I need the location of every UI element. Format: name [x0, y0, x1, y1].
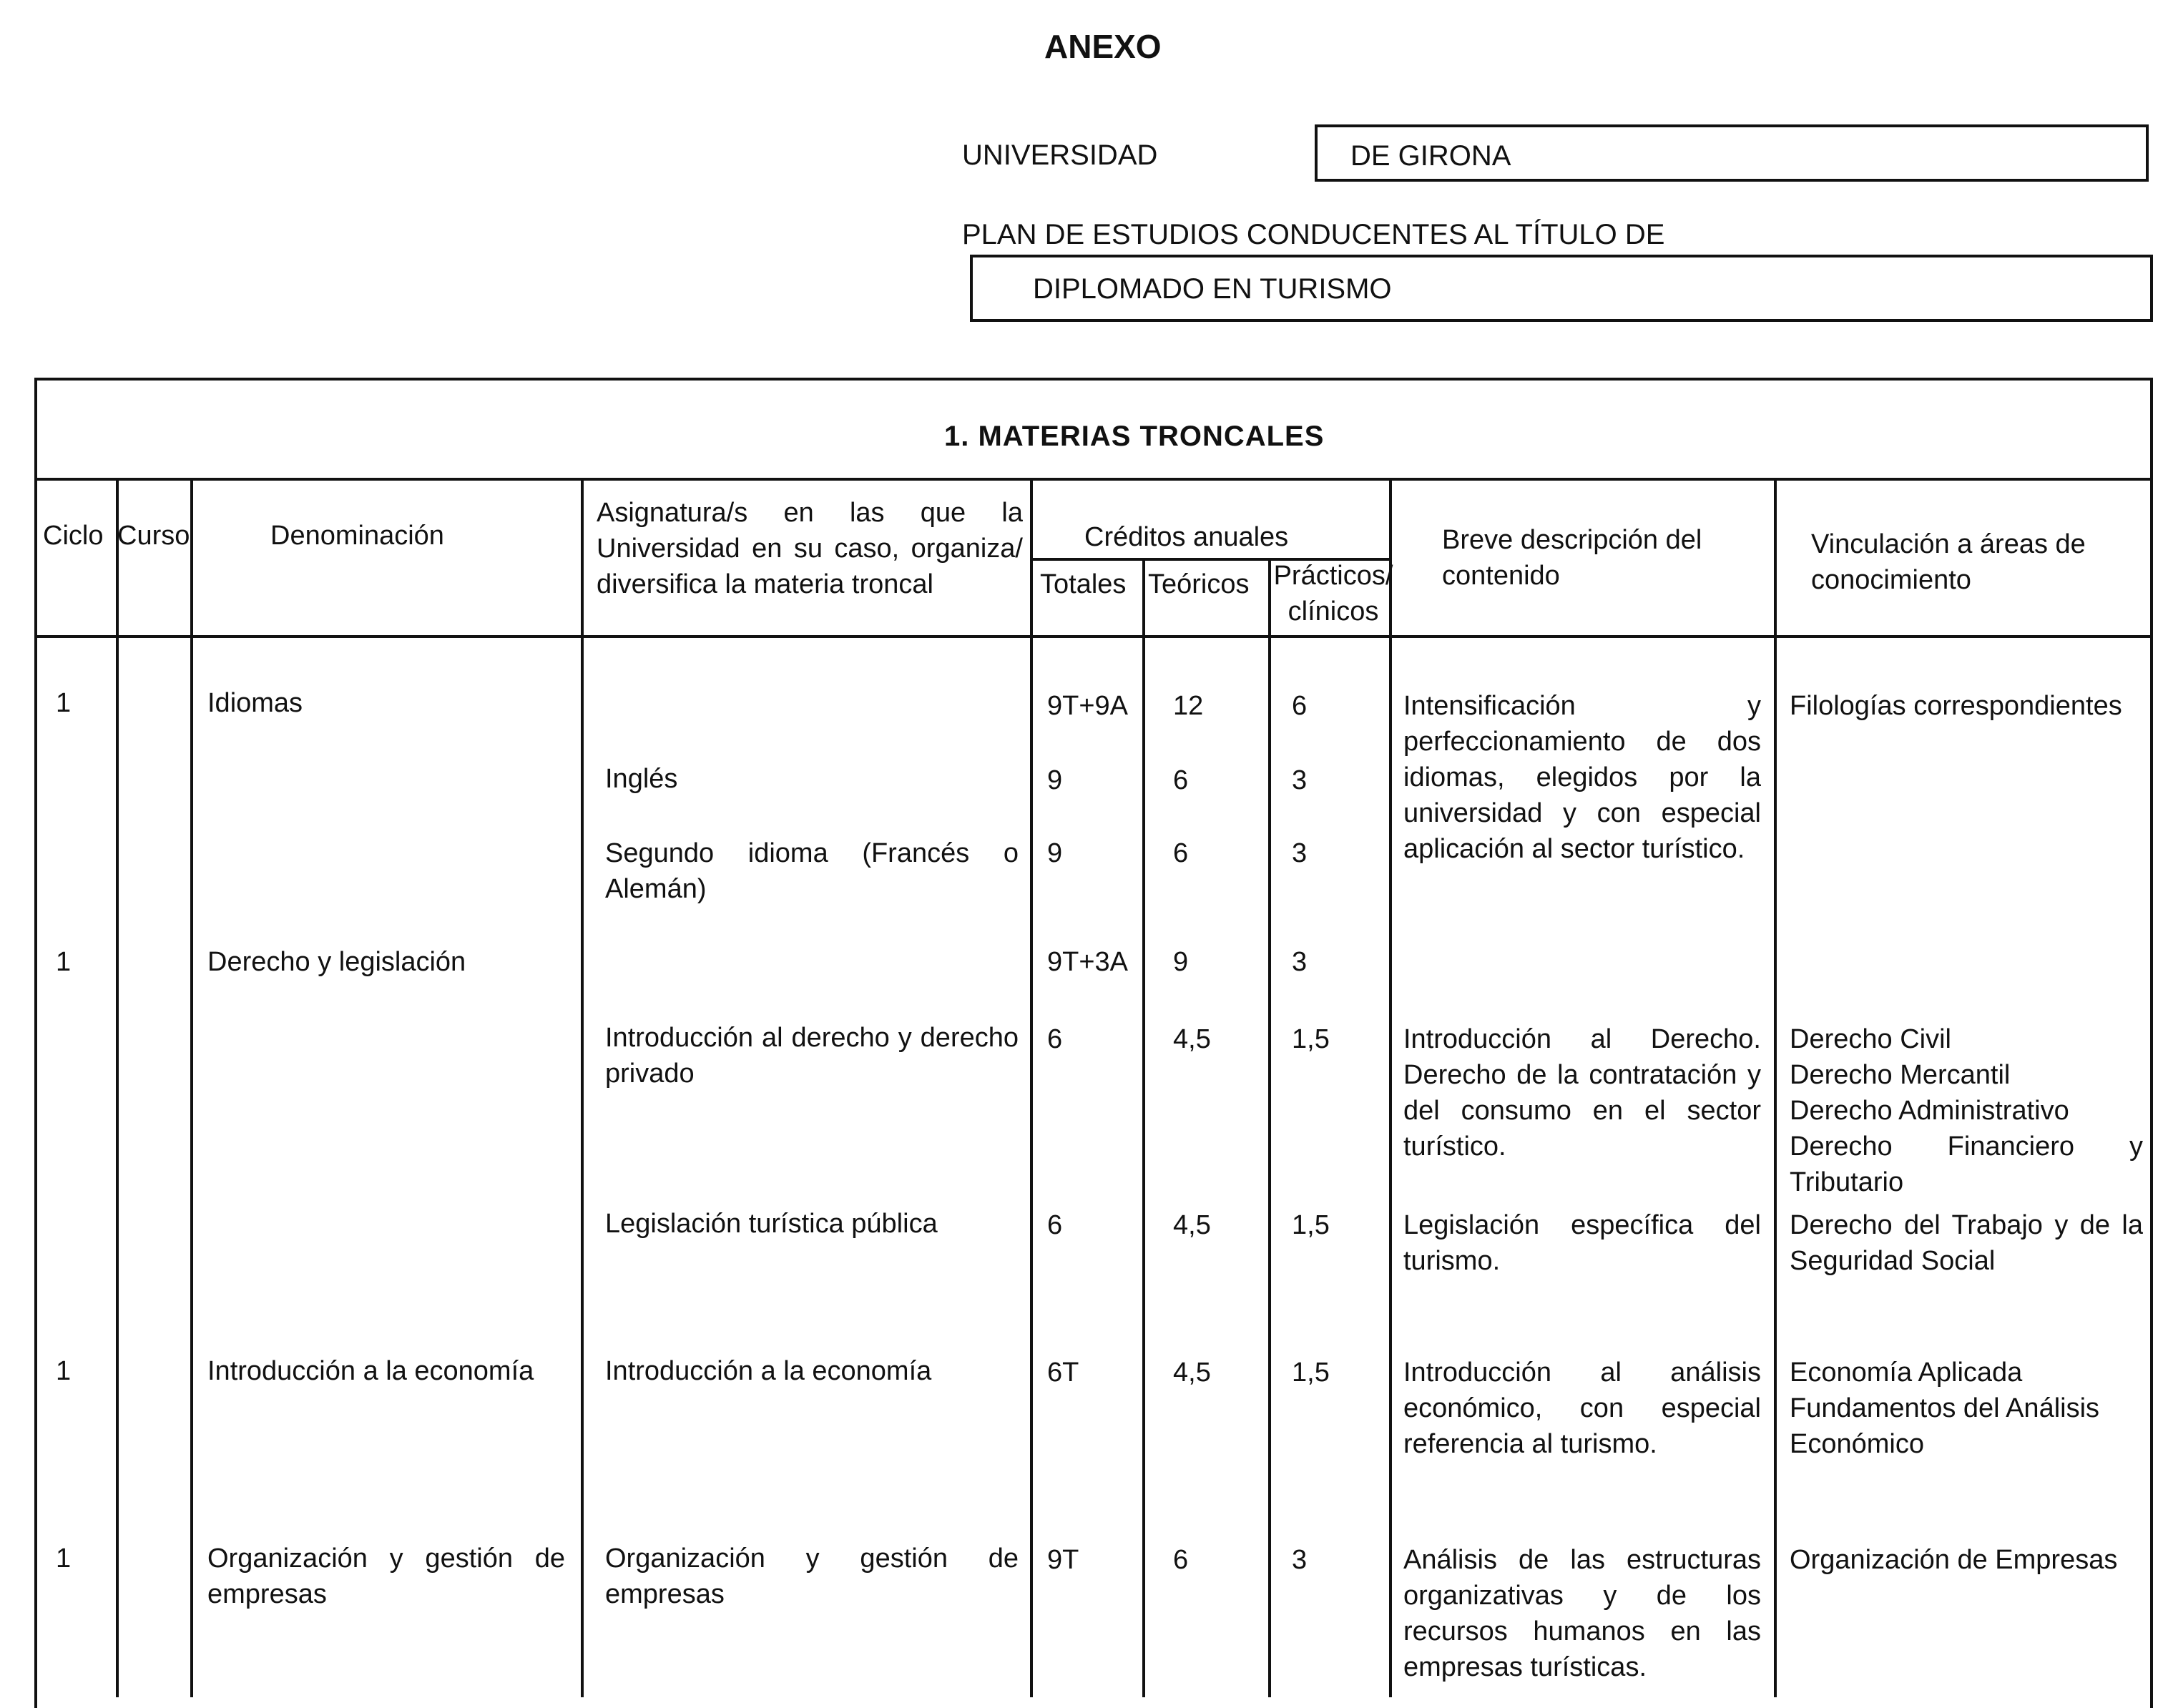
organizacion-asignatura: Organización y gestión de empresas	[605, 1543, 1019, 1609]
universidad-label: UNIVERSIDAD	[962, 139, 1158, 171]
segundo-asignatura: Segundo idioma (Francés o Alemán)	[605, 838, 1019, 904]
header-creditos: Créditos anuales	[1084, 522, 1289, 552]
intro-derecho-asignatura: Introducción al derecho y derecho privado	[605, 1023, 1019, 1089]
economia-practicos: 1,5	[1292, 1358, 1330, 1388]
intro-derecho-area-1: Derecho Civil	[1790, 1024, 1951, 1054]
section-title: 1. MATERIAS TRONCALES	[944, 421, 1325, 452]
derecho-teoricos: 9	[1173, 947, 1189, 977]
idiomas-practicos: 6	[1292, 691, 1308, 721]
intro-derecho-area-3: Derecho Administrativo	[1790, 1096, 2069, 1126]
col-divider-1	[116, 478, 119, 1697]
titulo-box	[970, 255, 2153, 322]
economia-teoricos: 4,5	[1173, 1358, 1211, 1388]
col-divider-7	[1389, 478, 1392, 1697]
header-bottom-line	[34, 635, 2153, 638]
header-practicos: Prácticos/ clínicos	[1273, 561, 1393, 627]
header-curso: Curso	[117, 521, 190, 551]
ingles-totales: 9	[1047, 765, 1063, 795]
legislacion-practicos: 1,5	[1292, 1210, 1330, 1240]
derecho-practicos: 3	[1292, 947, 1308, 977]
idiomas-denominacion: Idiomas	[207, 688, 303, 718]
universidad-value: DE GIRONA	[1350, 140, 1511, 172]
economia-totales: 6T	[1047, 1358, 1079, 1388]
legislacion-asignatura: Legislación turística pública	[605, 1209, 938, 1239]
col-divider-8	[1774, 478, 1777, 1697]
economia-denominacion: Introducción a la economía	[207, 1356, 534, 1386]
header-ciclo: Ciclo	[43, 521, 104, 551]
intro-derecho-descripcion: Introducción al Derecho. Derecho de la contratación y del consumo en el sector turístico.	[1403, 1024, 1761, 1162]
header-asignaturas: Asignatura/s en las que la Universidad en su caso, organiza/ diversifica la materia troncal	[597, 498, 1023, 599]
derecho-totales: 9T+3A	[1047, 947, 1129, 977]
intro-derecho-teoricos: 4,5	[1173, 1024, 1211, 1054]
idiomas-totales: 9T+9A	[1047, 691, 1129, 721]
universidad-box	[1315, 124, 2149, 182]
col-divider-2	[190, 478, 193, 1697]
organizacion-totales: 9T	[1047, 1545, 1079, 1575]
idiomas-vinculacion: Filologías correspondientes	[1790, 691, 2122, 721]
economia-asignatura: Introducción a la economía	[605, 1356, 932, 1386]
header-vinculacion: Vinculación a áreas de conocimiento	[1811, 529, 2086, 595]
page-title: ANEXO	[1044, 28, 1162, 65]
economia-ciclo: 1	[56, 1356, 72, 1386]
intro-derecho-totales: 6	[1047, 1024, 1063, 1054]
organizacion-teoricos: 6	[1173, 1545, 1189, 1575]
segundo-practicos: 3	[1292, 838, 1308, 868]
derecho-denominacion: Derecho y legislación	[207, 947, 466, 977]
col-divider-4	[1030, 478, 1033, 1697]
col-divider-6	[1268, 558, 1271, 1697]
economia-area-1: Economía Aplicada	[1790, 1358, 2023, 1388]
header-top-line	[34, 478, 2153, 481]
economia-descripcion: Introducción al análisis económico, con especial referencia al turismo.	[1403, 1358, 1761, 1459]
titulo-value: DIPLOMADO EN TURISMO	[1033, 273, 1392, 305]
economia-area-2: Fundamentos del Análisis Económico	[1790, 1393, 2100, 1459]
col-divider-3	[581, 478, 584, 1697]
header-descripcion: Breve descripción del contenido	[1442, 525, 1702, 591]
organizacion-denominacion: Organización y gestión de empresas	[207, 1543, 565, 1609]
organizacion-vinculacion: Organización de Empresas	[1790, 1545, 2118, 1575]
organizacion-practicos: 3	[1292, 1545, 1308, 1575]
legislacion-teoricos: 4,5	[1173, 1210, 1211, 1240]
legislacion-totales: 6	[1047, 1210, 1063, 1240]
header-denominacion: Denominación	[270, 521, 444, 551]
derecho-ciclo: 1	[56, 947, 72, 977]
organizacion-descripcion: Análisis de las estructuras organizativas y de los recursos humanos en las empresas turísticas.	[1403, 1545, 1761, 1682]
legislacion-vinculacion: Derecho del Trabajo y de la Seguridad Social	[1790, 1210, 2143, 1276]
header-teoricos: Teóricos	[1148, 569, 1250, 599]
ingles-asignatura: Inglés	[605, 764, 678, 794]
legislacion-descripcion: Legislación específica del turismo.	[1403, 1210, 1761, 1276]
col-divider-5	[1142, 558, 1145, 1697]
ingles-practicos: 3	[1292, 765, 1308, 795]
idiomas-teoricos: 12	[1173, 691, 1204, 721]
ingles-teoricos: 6	[1173, 765, 1189, 795]
segundo-totales: 9	[1047, 838, 1063, 868]
plan-label: PLAN DE ESTUDIOS CONDUCENTES AL TÍTULO DE	[962, 219, 1665, 250]
idiomas-descripcion: Intensificación y perfeccionamiento de dos idiomas, elegidos por la universidad y con especial aplicación al sector turístico.	[1403, 691, 1761, 864]
header-totales: Totales	[1040, 569, 1127, 599]
segundo-teoricos: 6	[1173, 838, 1189, 868]
intro-derecho-area-2: Derecho Mercantil	[1790, 1060, 2011, 1090]
idiomas-ciclo: 1	[56, 688, 72, 718]
intro-derecho-area-4: Derecho Financiero y Tributario	[1790, 1132, 2143, 1197]
organizacion-ciclo: 1	[56, 1543, 72, 1574]
intro-derecho-practicos: 1,5	[1292, 1024, 1330, 1054]
